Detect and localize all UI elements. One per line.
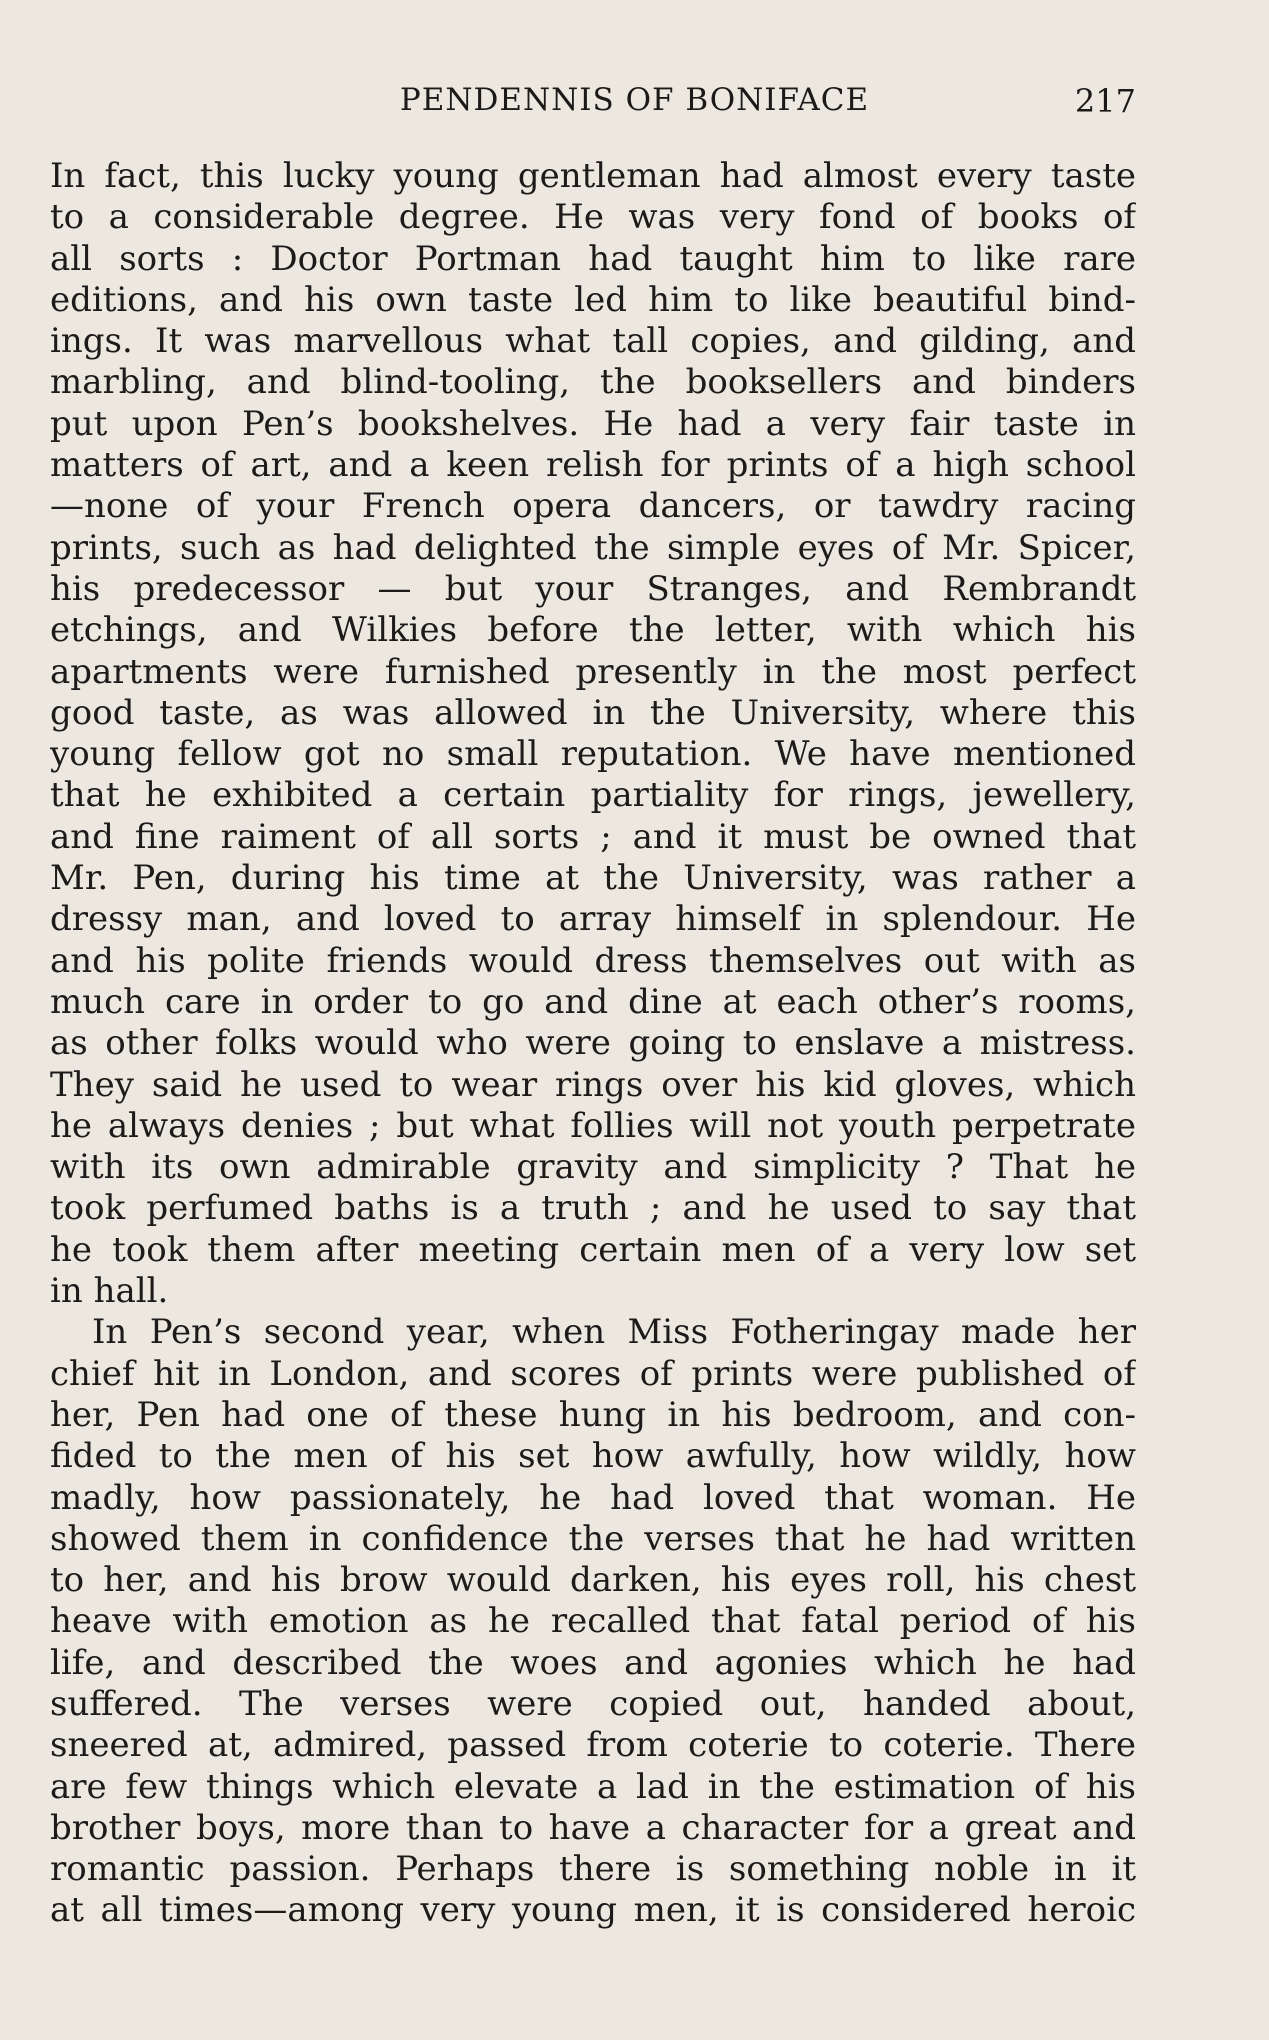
text-line: at all times—among very young men, it is considered heroic — [50, 1890, 1136, 1931]
text-line: marbling, and blind-tooling, the booksellers and binders — [50, 362, 1136, 403]
text-line: that he exhibited a certain partiality for rings, jewellery, — [50, 775, 1136, 816]
text-line: to her, and his brow would darken, his eyes roll, his chest — [50, 1560, 1136, 1601]
text-line: matters of art, and a keen relish for prints of a high school — [50, 445, 1136, 486]
text-line: to a considerable degree. He was very fond of books of — [50, 197, 1136, 238]
text-line: chief hit in London, and scores of prints were published of — [50, 1353, 1136, 1394]
page-number: 217 — [1074, 82, 1136, 120]
text-line: editions, and his own taste led him to like beautiful bind- — [50, 279, 1136, 320]
text-line: etchings, and Wilkies before the letter, with which his — [50, 610, 1136, 651]
text-line: his predecessor — but your Stranges, and Rembrandt — [50, 568, 1136, 609]
text-line: suffered. The verses were copied out, handed about, — [50, 1683, 1136, 1724]
text-line: young fellow got no small reputation. We have mentioned — [50, 734, 1136, 775]
text-line: showed them in confidence the verses that he had written — [50, 1518, 1136, 1559]
text-line: dressy man, and loved to array himself in splendour. He — [50, 899, 1136, 940]
text-line: In fact, this lucky young gentleman had almost every taste — [50, 156, 1136, 196]
paragraph-end-line: in hall. — [50, 1271, 169, 1312]
text-line: good taste, as was allowed in the University, where this — [50, 692, 1136, 733]
text-line: and fine raiment of all sorts ; and it must be owned that — [50, 816, 1136, 857]
text-line: with its own admirable gravity and simplicity ? That he — [50, 1147, 1136, 1188]
text-line: heave with emotion as he recalled that fatal period of his — [50, 1601, 1136, 1642]
text-line: life, and described the woes and agonies which he had — [50, 1642, 1136, 1683]
text-line: brother boys, more than to have a character for a great and — [50, 1807, 1136, 1848]
running-head — [0, 82, 1269, 126]
text-line: prints, such as had delighted the simple eyes of Mr. Spicer, — [50, 527, 1136, 568]
text-line: he always denies ; but what follies will not youth perpetrate — [50, 1105, 1136, 1146]
body-text — [50, 156, 1136, 1932]
text-line: romantic passion. Perhaps there is something noble in it — [50, 1849, 1136, 1890]
text-line: as other folks would who were going to enslave a mistress. — [50, 1023, 1136, 1064]
text-line: Mr. Pen, during his time at the University, was rather a — [50, 858, 1136, 899]
text-line: are few things which elevate a lad in the estimation of his — [50, 1766, 1136, 1807]
text-line: much care in order to go and dine at each other’s rooms, — [50, 981, 1136, 1022]
text-line: took perfumed baths is a truth ; and he used to say that — [50, 1188, 1136, 1229]
text-line: madly, how passionately, he had loved that woman. He — [50, 1477, 1136, 1518]
running-title: PENDENNIS OF BONIFACE — [399, 82, 870, 118]
paragraph-start-line: In Pen’s second year, when Miss Fotheringay made her — [92, 1312, 1136, 1353]
text-line: apartments were furnished presently in the most perfect — [50, 651, 1136, 692]
text-line: fided to the men of his set how awfully, how wildly, how — [50, 1436, 1136, 1477]
text-line: her, Pen had one of these hung in his bedroom, and con- — [50, 1394, 1136, 1435]
text-line: They said he used to wear rings over his kid gloves, which — [50, 1064, 1136, 1105]
text-line: he took them after meeting certain men of a very low set — [50, 1229, 1136, 1270]
text-line: put upon Pen’s bookshelves. He had a very fair taste in — [50, 403, 1136, 444]
text-line: —none of your French opera dancers, or tawdry racing — [50, 486, 1136, 527]
text-line: ings. It was marvellous what tall copies, and gilding, and — [50, 321, 1136, 362]
text-line: sneered at, admired, passed from coterie to coterie. There — [50, 1725, 1136, 1766]
text-line: and his polite friends would dress themselves out with as — [50, 940, 1136, 981]
text-line: all sorts : Doctor Portman had taught him to like rare — [50, 238, 1136, 279]
